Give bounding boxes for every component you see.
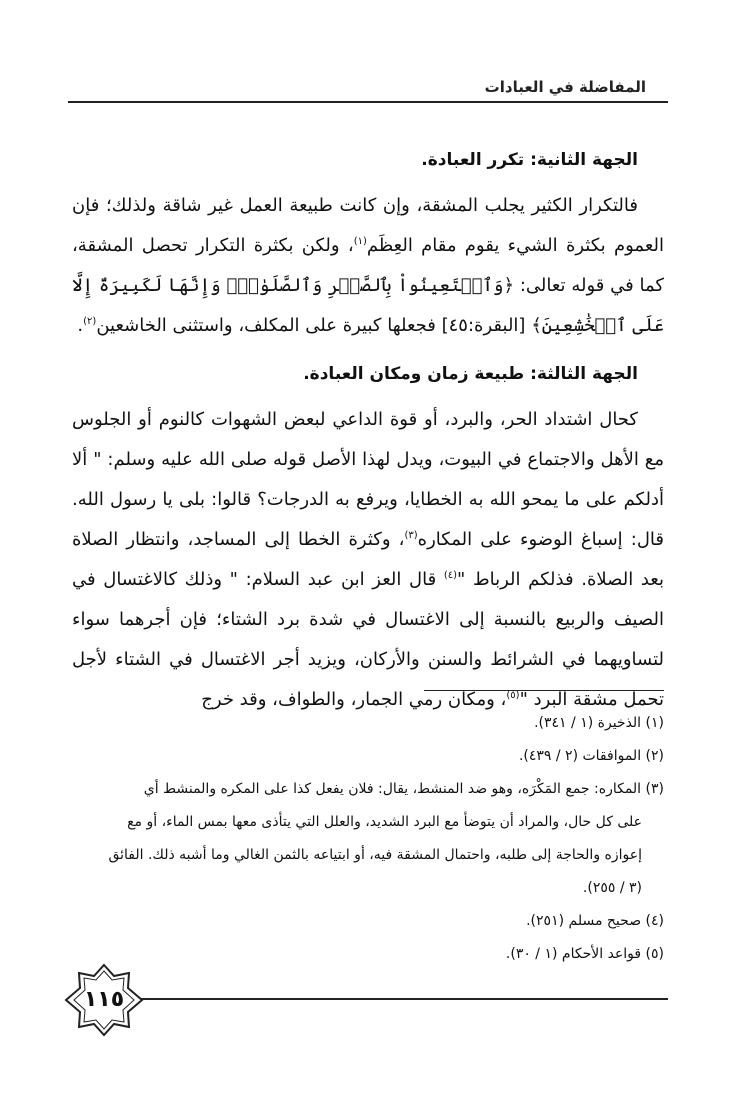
footnote-3: (٣) المكاره: جمع المَكْرَه، وهو ضد المنشط، يقال: فلان يفعل كذا على المكره والمنشط أي [143, 781, 664, 797]
paragraph-repetition [72, 186, 664, 346]
quran-verse: ﴿وَٱسۡتَعِينُواْ بِٱلصَّبۡرِ وَٱلصَّلَوٰةِۚ وَإِنَّهَا لَكَبِيرَةٌ إِلَّا عَلَى ٱلۡخَٰشِعِينَ﴾ [72, 275, 664, 336]
paragraph-text: ، وكثرة الخطا إلى المساجد، وانتظار الصلاة بعد الصلاة. فذلكم الرباط " [72, 529, 664, 590]
paragraph-text: كحال اشتداد الحر، والبرد، أو قوة الداعي لبعض الشهوات كالنوم أو الجلوس مع الأهل والاجتماع في البيوت، ويدل لهذا الأصل قوله صلى الله عليه وسلم: " ألا أدلكم على ما يمحو الله به الخطايا، ويرفع به الدرجات؟ قالوا: بلى يا رسول الله. قال: إسباغ الوضوء على المكاره [72, 409, 664, 550]
footnote-ref-4[interactable]: (٤) [443, 570, 458, 581]
footnote-3-cont: إعوازه والحاجة إلى طلبه، واحتمال المشقة فيه، أو ابتياعه بالثمن الغالي وما أشبه ذلك. الفائق [108, 847, 642, 863]
footnote-2: (٢) الموافقات (٢ / ٤٣٩). [518, 748, 664, 764]
paragraph-time-place [72, 400, 664, 720]
paragraph-text: فالتكرار الكثير يجلب المشقة، وإن كانت طبيعة العمل غير شاقة ولذلك؛ فإن العموم بكثرة الشيء يقوم مقام العِظَم [72, 195, 664, 256]
paragraph-text: قال العز ابن عبد السلام: " وذلك كالاغتسال في الصيف والربيع بالنسبة إلى الاغتسال في شدة برد الشتاء؛ فإن أجرهما سواء لتساويهما في الشرائط والسنن والأركان، ويزيد أجر الاغتسال في الشتاء لأجل تحمل مشقة البرد " [72, 569, 664, 710]
footer-rule [140, 998, 668, 1000]
paragraph-text: فجعلها كبيرة على المكلف، واستثنى الخاشعين [96, 315, 436, 336]
verse-reference: [البقرة:٤٥] [441, 315, 526, 336]
footnote-ref-2[interactable]: (٢) [83, 316, 97, 327]
footnote-4: (٤) صحيح مسلم (٢٥١). [526, 913, 664, 929]
page-number: ١١٥ [83, 987, 125, 1012]
footnote-ref-5[interactable]: (٥) [506, 690, 520, 701]
paragraph-text: . [77, 315, 84, 336]
footnote-separator [424, 690, 664, 691]
footnote-3-cont: (٣ / ٢٥٥). [582, 880, 642, 896]
footnote-ref-3[interactable]: (٣) [404, 530, 418, 541]
paragraph-text: ، ولكن بكثرة التكرار تحصل المشقة، كما في قوله تعالى: [72, 235, 664, 296]
section-heading-3: الجهة الثالثة: طبيعة زمان ومكان العبادة. [303, 364, 638, 384]
main-text [72, 132, 664, 720]
footnote-1: (١) الذخيرة (١ / ٣٤١). [534, 715, 664, 731]
footnote-5: (٥) قواعد الأحكام (١ / ٣٠). [505, 946, 664, 962]
section-heading-2: الجهة الثانية: تكرر العبادة. [421, 150, 638, 170]
running-header: المفاضلة في العبادات [484, 78, 646, 96]
paragraph-text: ، ومكان رمي الجمار، والطواف، وقد خرج [201, 689, 507, 710]
footnotes [72, 707, 664, 971]
footnote-ref-1[interactable]: (١) [353, 236, 367, 247]
header-rule [68, 101, 668, 103]
footnote-3-cont: على كل حال، والمراد أن يتوضأ مع البرد الشديد، والعلل التي يتأذى معها بمس الماء، أو مع [127, 814, 642, 830]
page-number-badge [62, 962, 146, 1038]
